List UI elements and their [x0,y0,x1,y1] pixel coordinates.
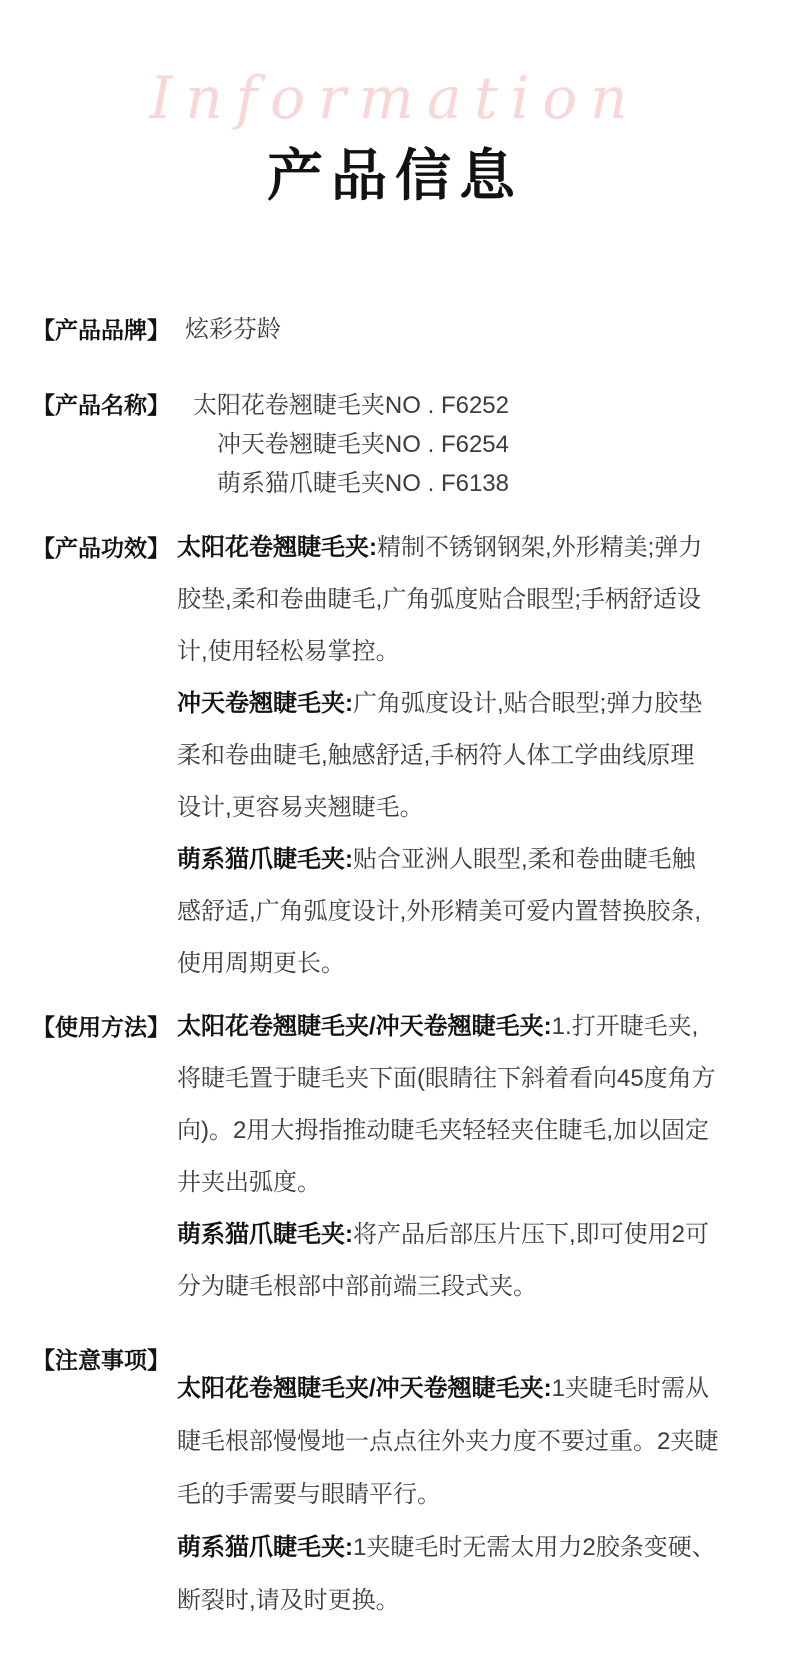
usage-text-line: 分为睫毛根部中部前端三段式夹。 [177,1273,537,1300]
section-brand [0,313,790,347]
notes-text-line: 毛的手需要与眼睛平行。 [177,1481,441,1508]
notes-text-line: 萌系猫爪睫毛夹:1夹睫毛时无需太用力2胶条变硬、 [177,1534,716,1561]
usage-lines [177,1001,790,1313]
usage-text-line: 太阳花卷翘睫毛夹/冲天卷翘睫毛夹:1.打开睫毛夹, [177,1013,699,1040]
section-usage [0,1001,790,1313]
effect-text-line: 使用周期更长。 [177,950,345,977]
section-label-usage: 【使用方法】 [32,1014,170,1040]
section-label-notes: 【注意事项】 [32,1347,170,1373]
product-name-lines [177,386,509,503]
effect-text-line: 萌系猫爪睫毛夹:贴合亚洲人眼型,柔和卷曲睫毛触 [177,846,696,873]
brand-value: 炫彩芬龄 [185,316,281,343]
effect-line-bold-prefix: 太阳花卷翘睫毛夹: [177,534,377,561]
effect-text-line: 计,使用轻松易掌控。 [177,638,400,665]
notes-text-line: 太阳花卷翘睫毛夹/冲天卷翘睫毛夹:1夹睫毛时需从 [177,1375,710,1402]
section-label-effect: 【产品功效】 [32,535,170,561]
name-text-line: 萌系猫爪睫毛夹NO . F6138 [216,470,509,497]
section-effect [0,522,790,990]
notes-line-bold-prefix: 萌系猫爪睫毛夹: [177,1534,353,1561]
notes-text-line: 断裂时,请及时更换。 [177,1587,400,1614]
usage-text-line: 萌系猫爪睫毛夹:将产品后部压片压下,即可使用2可 [177,1221,710,1248]
effect-lines [177,522,790,990]
section-label-name: 【产品名称】 [32,392,170,418]
effect-text-line: 胶垫,柔和卷曲睫毛,广角弧度贴合眼型;手柄舒适设 [177,586,702,613]
notes-text-line: 睫毛根部慢慢地一点点往外夹力度不要过重。2夹睫 [177,1428,719,1455]
name-text-line: 冲天卷翘睫毛夹NO . F6254 [216,431,509,458]
usage-text-line: 井夹出弧度。 [177,1169,321,1196]
notes-lines [177,1362,718,1627]
effect-line-bold-prefix: 萌系猫爪睫毛夹: [177,846,353,873]
effect-text-line: 感舒适,广角弧度设计,外形精美可爱内置替换胶条, [177,898,702,925]
section-product-name [0,386,790,503]
decorative-script-text: Information [149,64,641,132]
effect-text-line: 柔和卷曲睫毛,触感舒适,手柄符人体工学曲线原理 [177,742,695,769]
effect-text-line: 设计,更容易夹翘睫毛。 [177,794,424,821]
usage-line-bold-prefix: 太阳花卷翘睫毛夹/冲天卷翘睫毛夹: [177,1013,552,1040]
page-title: 产品信息 [267,144,523,207]
effect-text-line: 太阳花卷翘睫毛夹:精制不锈钢钢架,外形精美;弹力 [177,534,703,561]
section-label-brand: 【产品品牌】 [32,317,170,343]
usage-text-line: 向)。2用大拇指推动睫毛夹轻轻夹住睫毛,加以固定 [177,1117,710,1144]
effect-text-line: 冲天卷翘睫毛夹:广角弧度设计,贴合眼型;弹力胶垫 [177,690,703,717]
name-text-line: 太阳花卷翘睫毛夹NO . F6252 [192,392,509,419]
effect-line-bold-prefix: 冲天卷翘睫毛夹: [177,690,353,717]
usage-line-bold-prefix: 萌系猫爪睫毛夹: [177,1221,353,1248]
usage-text-line: 将睫毛置于睫毛夹下面(眼睛往下斜着看向45度角方 [177,1065,716,1092]
notes-line-bold-prefix: 太阳花卷翘睫毛夹/冲天卷翘睫毛夹: [177,1375,552,1402]
